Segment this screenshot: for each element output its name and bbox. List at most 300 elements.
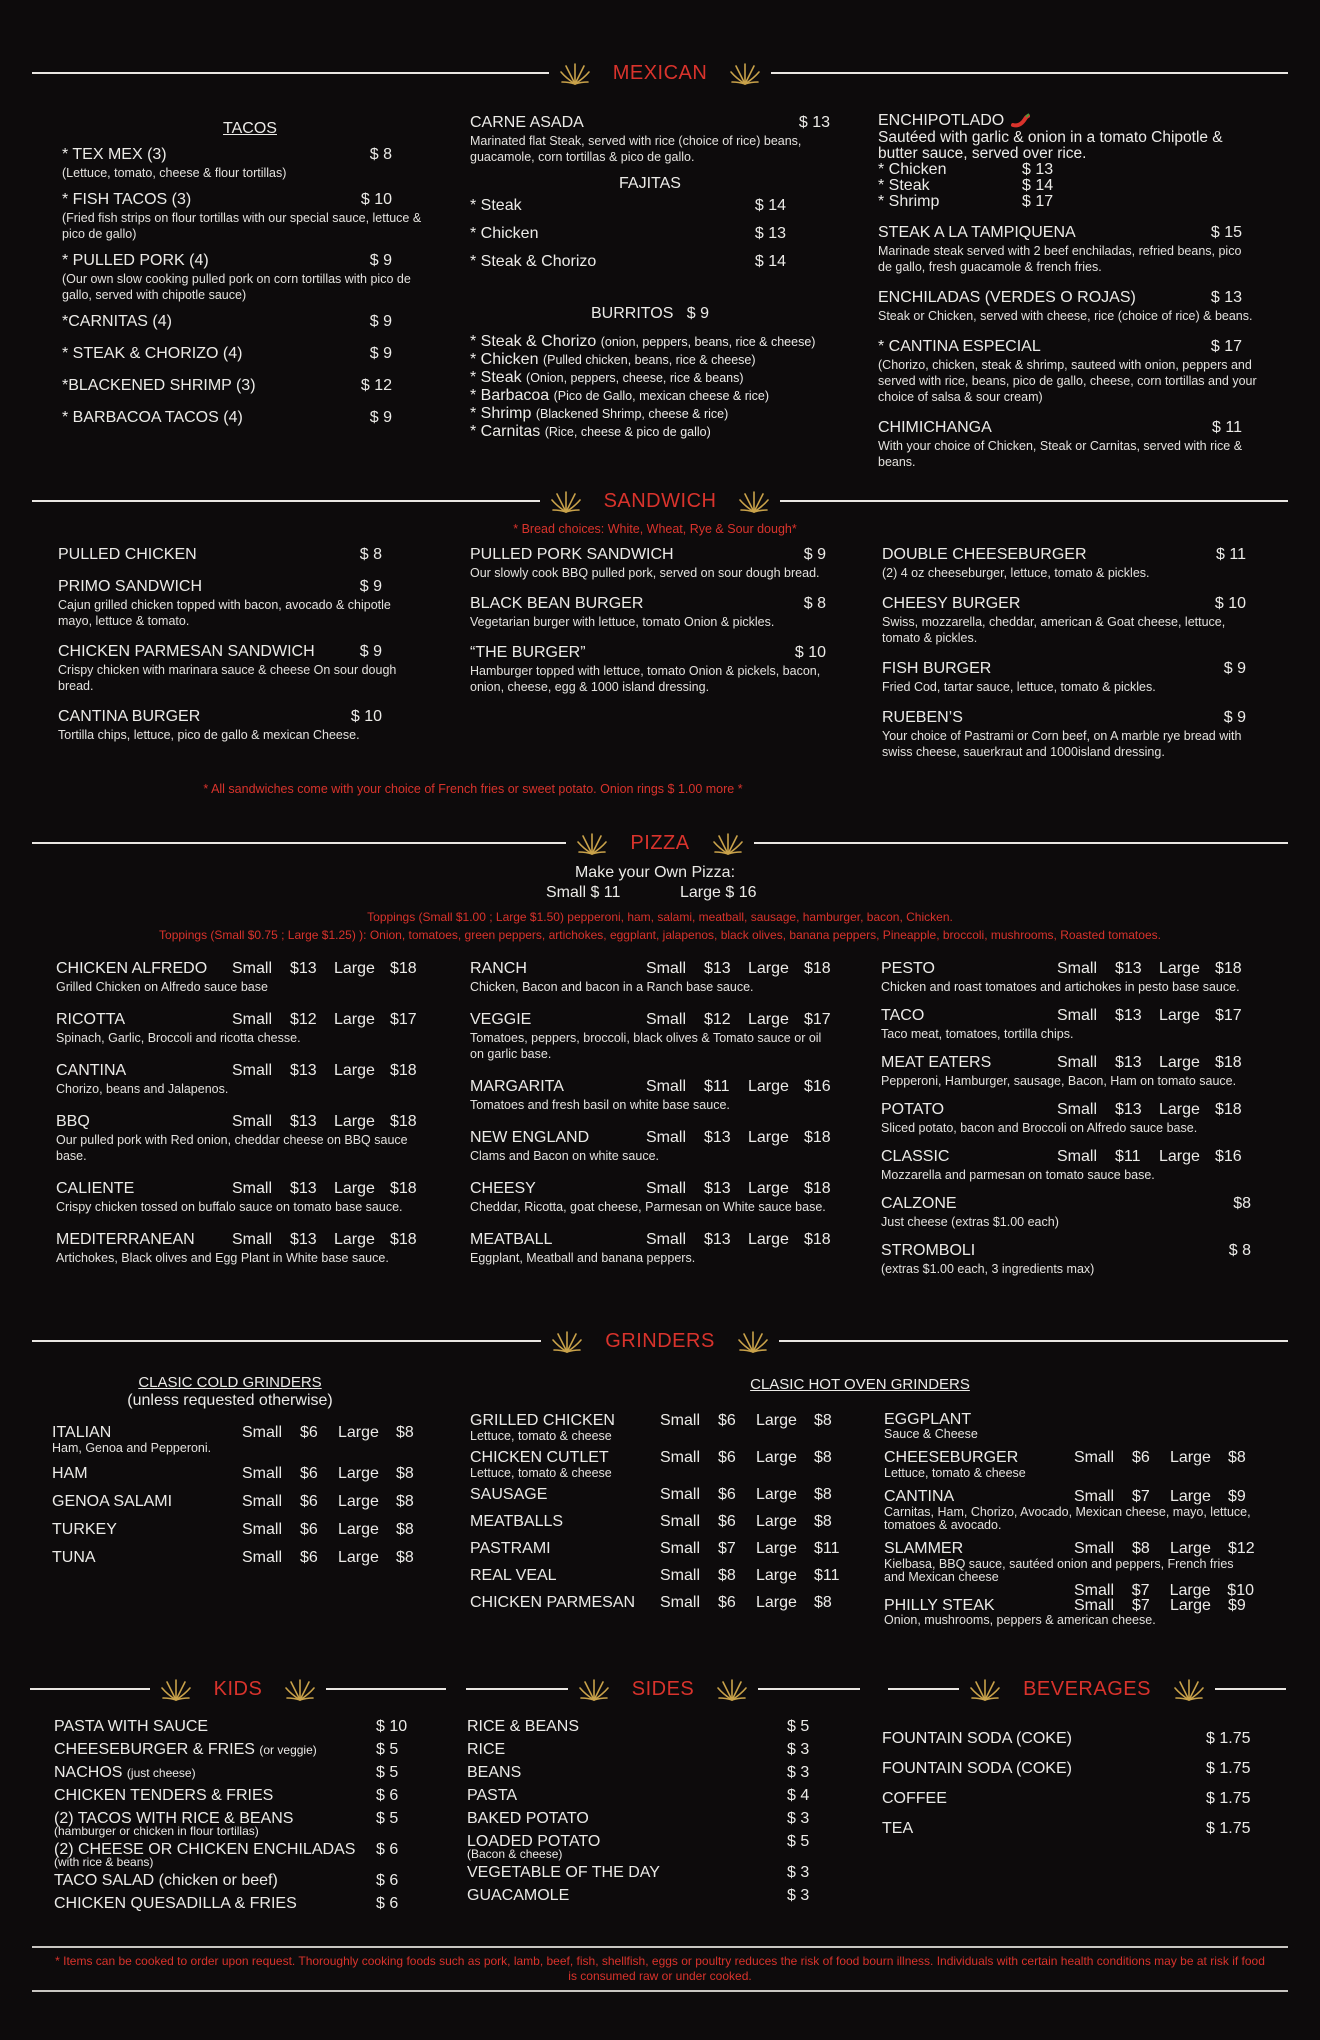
small-label: Small	[242, 1521, 283, 1538]
item-name: DOUBLE CHEESEBURGER	[882, 546, 1087, 563]
grinder-item	[884, 1540, 1256, 1584]
item-name: PASTRAMI	[470, 1540, 551, 1557]
agave-icon	[551, 1328, 583, 1354]
small-price: $7	[1132, 1488, 1150, 1505]
small-label: Small	[1074, 1582, 1115, 1599]
divider	[326, 1688, 446, 1690]
item-desc: Sautéed with garlic & onion in a tomato Chipotle & butter sauce, served over rice.	[878, 129, 1223, 162]
item-note: (Pico de Gallo, mexican cheese & rice)	[553, 389, 769, 403]
large-price: $8	[396, 1493, 414, 1510]
item-price: $ 13	[798, 114, 830, 131]
item-price: $ 8	[369, 146, 392, 163]
kids-item	[54, 1764, 416, 1782]
fajitas-title: FAJITAS	[619, 175, 681, 192]
footer-divider-bottom	[32, 1990, 1288, 1992]
pizza-item	[881, 960, 1251, 995]
option-price: $ 17	[1022, 193, 1054, 210]
side-item	[467, 1764, 819, 1782]
item-price: $ 6	[376, 1895, 399, 1912]
toppings-note-2: Toppings (Small $0.75 ; Large $1.25) ): Onion, tomatoes, green peppers, artichokes, eggplant, jalapenos, black olives, banana peppers, Pineapple, broccoli, mushrooms, Roasted tomatoes.	[159, 928, 1161, 942]
item-name: RUEBEN’S	[882, 709, 963, 726]
item-name: * CANTINA ESPECIAL	[878, 338, 1041, 355]
large-price: $16	[1215, 1148, 1242, 1165]
item-name: ENCHILADAS (VERDES O ROJAS)	[878, 289, 1136, 306]
item-name: RANCH	[470, 960, 527, 977]
item-desc: Steak or Chicken, served with cheese, rice (choice of rice) & beans.	[878, 309, 1253, 323]
large-label: Large	[756, 1540, 797, 1557]
item-desc: Taco meat, tomatoes, tortilla chips.	[881, 1027, 1074, 1041]
pizza-item	[881, 1148, 1251, 1183]
pizza-item	[470, 1180, 836, 1215]
sandwich-item	[470, 546, 834, 581]
mexican-header	[32, 56, 1288, 90]
pizza-item	[470, 1129, 836, 1164]
divider	[771, 72, 1288, 74]
item-price: $ 8	[803, 595, 826, 612]
cold-grinders-list	[52, 1424, 422, 1577]
item-name: TACO SALAD (chicken or beef)	[54, 1872, 278, 1889]
option-price: $ 14	[1022, 177, 1054, 194]
large-price: $8	[814, 1486, 832, 1503]
large-label: Large	[334, 1011, 375, 1028]
small-price: $13	[290, 1231, 317, 1248]
small-label: Small	[232, 1231, 273, 1248]
pizza-item	[56, 1231, 436, 1266]
small-label: Small	[660, 1567, 701, 1584]
small-label: Small	[646, 1180, 687, 1197]
item-sub: (hamburger or chicken in flour tortillas)	[54, 1824, 259, 1838]
sides-header	[466, 1672, 860, 1706]
large-price: $9	[1228, 1488, 1246, 1505]
sandwich-column-1	[58, 546, 422, 757]
kids-item	[54, 1810, 416, 1836]
side-item	[467, 1787, 819, 1805]
small-label: Small	[660, 1594, 701, 1611]
mexican-right-column	[878, 112, 1258, 484]
item-note: (Blackened Shrimp, cheese & rice)	[535, 407, 729, 421]
item-name: GRILLED CHICKEN	[470, 1412, 615, 1429]
item-name: MEAT EATERS	[881, 1054, 992, 1071]
food-safety-note: * Items can be cooked to order upon request. Thoroughly cooking foods such as pork, lamb, beef, fish, shellfish, eggs or poultry reduces the risk of food bourn illness. Individuals with certain health conditions may be at risk if food is consumed raw or under cooked.	[55, 1954, 1265, 1983]
large-label: Large	[334, 1231, 375, 1248]
item-name: * Chicken	[470, 351, 539, 368]
item-price: $ 10	[794, 644, 826, 661]
item-desc: Our pulled pork with Red onion, cheddar cheese on BBQ sauce base.	[56, 1133, 408, 1163]
calzone-item	[881, 1195, 1251, 1230]
beverages-list	[882, 1730, 1256, 1850]
item-name: * PULLED PORK (4)	[62, 252, 209, 269]
agave-icon	[712, 830, 744, 856]
mexican-item	[878, 338, 1258, 405]
divider	[754, 842, 1288, 844]
grinder-item	[470, 1567, 840, 1585]
item-name: CHICKEN ALFREDO	[56, 960, 208, 977]
item-name: BAKED POTATO	[467, 1810, 589, 1827]
beverage-item	[882, 1760, 1256, 1778]
small-price: $13	[290, 960, 317, 977]
grinder-item	[470, 1412, 840, 1443]
small-label: Small	[646, 1011, 687, 1028]
item-price: $ 5	[376, 1764, 399, 1781]
eggplant-price-row	[1074, 1584, 1254, 1598]
small-label: Small	[242, 1549, 283, 1566]
item-name: CANTINA	[884, 1488, 955, 1505]
item-desc: Carnitas, Ham, Chorizo, Avocado, Mexican cheese, mayo, lettuce, tomatoes & avocado.	[884, 1505, 1251, 1532]
beverage-item	[882, 1790, 1256, 1808]
carne-asada-item	[470, 114, 830, 165]
item-name: PULLED PORK SANDWICH	[470, 546, 674, 563]
small-price: $6	[718, 1449, 736, 1466]
item-name: CHEESY BURGER	[882, 595, 1021, 612]
small-label: Small	[242, 1493, 283, 1510]
pizza-item	[470, 1231, 836, 1266]
side-item	[467, 1718, 819, 1736]
large-price: $8	[396, 1465, 414, 1482]
divider	[1215, 1688, 1286, 1690]
large-label: Large	[338, 1493, 379, 1510]
agave-icon	[284, 1676, 316, 1702]
large-price: $8	[814, 1513, 832, 1530]
item-name: CARNE ASADA	[470, 114, 584, 131]
pizza-item	[56, 1113, 436, 1164]
sides-list	[467, 1718, 819, 1910]
item-desc: Chicken, Bacon and bacon in a Ranch base sauce.	[470, 980, 754, 994]
item-name: CHICKEN CUTLET	[470, 1449, 609, 1466]
item-desc: Onion, mushrooms, peppers & american cheese.	[884, 1613, 1156, 1627]
item-price: $ 3	[787, 1741, 810, 1758]
item-name: PESTO	[881, 960, 935, 977]
item-desc: Marinade steak served with 2 beef enchiladas, refried beans, pico de gallo, fresh guacamole & french fries.	[878, 244, 1242, 274]
item-price: $ 9	[359, 643, 382, 660]
item-note: (onion, peppers, beans, rice & cheese)	[600, 335, 816, 349]
large-price: $8	[814, 1412, 832, 1429]
item-name: CHEESY	[470, 1180, 536, 1197]
large-label: Large	[748, 1011, 789, 1028]
large-label: Large	[1170, 1488, 1211, 1505]
grinder-item	[470, 1486, 840, 1504]
small-label: Small	[646, 1231, 687, 1248]
item-desc: Swiss, mozzarella, cheddar, american & Goat cheese, lettuce, tomato & pickles.	[882, 615, 1226, 645]
item-name: RICOTTA	[56, 1011, 126, 1028]
small-price: $7	[1132, 1597, 1150, 1614]
item-price: $ 12	[360, 377, 392, 394]
item-name: CHEESEBURGER & FRIES	[54, 1741, 255, 1758]
small-price: $6	[718, 1412, 736, 1429]
item-desc: Kielbasa, BBQ sauce, sautéed onion and peppers, French fries and Mexican cheese	[884, 1557, 1234, 1584]
item-name: CHICKEN PARMESAN SANDWICH	[58, 643, 315, 660]
item-name: * BARBACOA TACOS (4)	[62, 409, 243, 426]
pizza-small-price: Small $ 11	[546, 884, 621, 901]
taco-item	[62, 345, 438, 363]
pizza-item	[56, 1180, 436, 1215]
item-name: TACO	[881, 1007, 925, 1024]
item-desc: Crispy chicken with marinara sauce & cheese On sour dough bread.	[58, 663, 397, 693]
item-price: $ 5	[787, 1833, 810, 1850]
small-label: Small	[232, 960, 273, 977]
sandwich-item	[58, 578, 422, 629]
large-price: $18	[1215, 1054, 1242, 1071]
item-name: EGGPLANT	[884, 1411, 972, 1428]
item-price: $ 9	[1223, 709, 1246, 726]
burritos-list	[470, 333, 830, 441]
mexican-item	[878, 289, 1258, 324]
option-price: $ 13	[1022, 161, 1054, 178]
item-desc: Marinated flat Steak, served with rice (choice of rice) beans, guacamole, corn tortillas & pico de gallo.	[470, 134, 802, 164]
item-name: CHIMICHANGA	[878, 419, 992, 436]
pizza-item	[56, 960, 436, 995]
large-price: $17	[804, 1011, 831, 1028]
pizza-large-price: Large $ 16	[680, 884, 757, 901]
small-label: Small	[646, 1129, 687, 1146]
pizza-item	[881, 1007, 1251, 1042]
section-title: SANDWICH	[603, 489, 717, 512]
large-price: $18	[804, 960, 831, 977]
grinder-item	[884, 1598, 1254, 1627]
pizza-item	[881, 1101, 1251, 1136]
small-label: Small	[660, 1412, 701, 1429]
large-label: Large	[1169, 1582, 1211, 1599]
grinder-item	[52, 1424, 422, 1455]
divider	[888, 1688, 959, 1690]
item-name: VEGGIE	[470, 1011, 532, 1028]
item-name: GUACAMOLE	[467, 1887, 570, 1904]
item-name: CLASSIC	[881, 1148, 950, 1165]
small-price: $6	[718, 1513, 736, 1530]
item-name: CANTINA BURGER	[58, 708, 201, 725]
item-name: * Chicken	[470, 225, 539, 242]
agave-icon	[550, 488, 582, 514]
item-name: STEAK A LA TAMPIQUENA	[878, 224, 1076, 241]
item-name: MEATBALLS	[470, 1513, 564, 1530]
item-price: $ 6	[376, 1841, 399, 1858]
side-item	[467, 1864, 819, 1882]
large-label: Large	[1159, 1101, 1200, 1118]
small-label: Small	[1074, 1540, 1115, 1557]
hot-grinders-title: CLASIC HOT OVEN GRINDERS	[750, 1376, 970, 1393]
item-name: * Barbacoa	[470, 387, 550, 404]
hot-grinders-list-2	[884, 1412, 1254, 1627]
large-price: $16	[804, 1078, 831, 1095]
agave-icon	[729, 60, 761, 86]
small-label: Small	[1057, 1054, 1098, 1071]
small-label: Small	[1057, 1148, 1098, 1165]
item-name: CALZONE	[881, 1195, 957, 1212]
enchipotlado-options	[878, 162, 1258, 210]
item-name: GENOA SALAMI	[52, 1493, 173, 1510]
item-name: BLACK BEAN BURGER	[470, 595, 644, 612]
sandwich-item	[470, 644, 834, 695]
hot-grinders-list-1	[470, 1412, 840, 1621]
side-item	[467, 1810, 819, 1828]
small-label: Small	[232, 1180, 273, 1197]
kids-item	[54, 1872, 416, 1890]
agave-icon	[160, 1676, 192, 1702]
item-price: $ 15	[1210, 224, 1242, 241]
item-price: $ 5	[376, 1810, 399, 1827]
burrito-item	[470, 423, 830, 441]
large-label: Large	[748, 960, 789, 977]
toppings-note-1: Toppings (Small $1.00 ; Large $1.50) pepperoni, ham, salami, meatball, sausage, hamburger, bacon, Chicken.	[367, 910, 953, 924]
fajita-item	[470, 197, 786, 215]
large-label: Large	[338, 1424, 379, 1441]
large-price: $18	[1215, 960, 1242, 977]
item-name-wrap	[54, 1788, 273, 1804]
large-price: $10	[1227, 1582, 1254, 1599]
item-name: * Steak & Chorizo	[470, 333, 597, 350]
small-label: Small	[232, 1011, 273, 1028]
item-price: $ 4	[787, 1787, 810, 1804]
taco-item	[62, 313, 438, 331]
burrito-item	[470, 351, 830, 369]
option-name: * Steak	[878, 177, 930, 194]
mexican-center-column	[470, 114, 830, 441]
grinder-item	[470, 1449, 840, 1480]
large-price: $8	[814, 1594, 832, 1611]
item-name-wrap	[54, 1719, 208, 1735]
large-price: $17	[1215, 1007, 1242, 1024]
item-name: CHICKEN PARMESAN	[470, 1594, 636, 1611]
item-desc: Eggplant, Meatball and banana peppers.	[470, 1251, 696, 1265]
side-item	[467, 1833, 819, 1859]
kids-item	[54, 1718, 416, 1736]
item-desc: Your choice of Pastrami or Corn beef, on A marble rye bread with swiss cheese, sauerkraut and 1000island dressing.	[882, 729, 1242, 759]
large-price: $18	[390, 1231, 417, 1248]
item-name: * FISH TACOS (3)	[62, 191, 192, 208]
small-label: Small	[1074, 1449, 1115, 1466]
pizza-column-2	[470, 960, 836, 1282]
enchipotlado-option	[878, 162, 1258, 178]
small-label: Small	[660, 1486, 701, 1503]
item-name: MEDITERRANEAN	[56, 1231, 195, 1248]
item-name: (2) TACOS WITH RICE & BEANS	[54, 1810, 294, 1827]
divider	[758, 1688, 860, 1690]
grinder-item	[52, 1493, 422, 1511]
large-price: $18	[1215, 1101, 1242, 1118]
item-price: $ 1.75	[1206, 1790, 1251, 1807]
item-price: $ 11	[1216, 546, 1246, 563]
small-label: Small	[646, 1078, 687, 1095]
large-label: Large	[334, 1113, 375, 1130]
small-price: $13	[704, 960, 731, 977]
item-name: PULLED CHICKEN	[58, 546, 197, 563]
item-name: TEA	[882, 1820, 914, 1837]
burrito-item	[470, 387, 830, 405]
item-desc: Vegetarian burger with lettuce, tomato Onion & pickles.	[470, 615, 775, 629]
burrito-item	[470, 333, 830, 351]
small-price: $11	[1115, 1148, 1141, 1165]
item-name: CANTINA	[56, 1062, 127, 1079]
large-label: Large	[1159, 1054, 1200, 1071]
small-price: $12	[704, 1011, 731, 1028]
item-desc: Tomatoes and fresh basil on white base sauce.	[470, 1098, 730, 1112]
small-price: $13	[704, 1129, 731, 1146]
item-name: (2) CHEESE OR CHICKEN ENCHILADAS	[54, 1841, 356, 1858]
large-price: $8	[814, 1449, 832, 1466]
cold-grinders-subtitle: (unless requested otherwise)	[127, 1392, 333, 1409]
large-label: Large	[334, 1062, 375, 1079]
item-desc: Cajun grilled chicken topped with bacon, avocado & chipotle mayo, lettuce & tomato.	[58, 598, 391, 628]
item-desc: Hamburger topped with lettuce, tomato Onion & pickels, bacon, onion, cheese, egg & 1000 island dressing.	[470, 664, 821, 694]
item-desc: Fried Cod, tartar sauce, lettuce, tomato & pickles.	[882, 680, 1156, 694]
large-label: Large	[748, 1231, 789, 1248]
item-price: $8	[1233, 1195, 1251, 1212]
large-label: Large	[748, 1078, 789, 1095]
item-name: NEW ENGLAND	[470, 1129, 590, 1146]
pizza-column-1	[56, 960, 436, 1282]
item-name: * Steak	[470, 197, 522, 214]
pizza-item	[881, 1054, 1251, 1089]
small-label: Small	[1074, 1597, 1115, 1614]
fajita-item	[470, 225, 786, 243]
kids-list	[54, 1718, 416, 1918]
large-label: Large	[338, 1549, 379, 1566]
item-name: MEATBALL	[470, 1231, 553, 1248]
large-label: Large	[756, 1449, 797, 1466]
taco-item	[62, 146, 438, 181]
kids-item	[54, 1841, 416, 1867]
large-price: $18	[804, 1180, 831, 1197]
grinder-item	[470, 1540, 840, 1558]
burritos-title-row	[470, 305, 830, 323]
item-desc: Spinach, Garlic, Broccoli and ricotta chesse.	[56, 1031, 301, 1045]
item-sub: (Bacon & cheese)	[467, 1847, 563, 1861]
item-name: VEGETABLE OF THE DAY	[467, 1864, 660, 1881]
agave-icon	[578, 1676, 610, 1702]
pizza-header	[32, 826, 1288, 860]
item-name: *CARNITAS (4)	[62, 313, 172, 330]
item-price: $ 10	[1214, 595, 1246, 612]
grinder-item	[470, 1513, 840, 1531]
item-name: PASTA WITH SAUCE	[54, 1718, 209, 1735]
large-price: $8	[396, 1549, 414, 1566]
item-note: (just cheese)	[126, 1766, 196, 1780]
item-desc: (Our own slow cooking pulled pork on corn tortillas with pico de gallo, served with chipotle sauce)	[62, 272, 411, 302]
small-label: Small	[232, 1062, 273, 1079]
taco-item	[62, 409, 438, 427]
divider	[32, 1340, 541, 1342]
item-name: CHICKEN QUESADILLA & FRIES	[54, 1895, 297, 1912]
item-desc: Ham, Genoa and Pepperoni.	[52, 1441, 212, 1455]
small-price: $6	[300, 1424, 318, 1441]
agave-icon	[716, 1676, 748, 1702]
small-label: Small	[660, 1449, 701, 1466]
sandwich-item	[58, 643, 422, 694]
item-name: FISH BURGER	[882, 660, 992, 677]
item-name: SLAMMER	[884, 1540, 964, 1557]
item-name-wrap	[54, 1742, 317, 1758]
burritos-price: $ 9	[686, 305, 709, 322]
item-name: LOADED POTATO	[467, 1833, 601, 1850]
item-price: $ 13	[754, 225, 786, 242]
beverages-header	[888, 1672, 1286, 1706]
enchipotlado-option	[878, 194, 1258, 210]
item-name: SAUSAGE	[470, 1486, 548, 1503]
small-label: Small	[1074, 1488, 1115, 1505]
agave-icon	[559, 60, 591, 86]
tacos-list	[62, 146, 438, 427]
item-name: POTATO	[881, 1101, 945, 1118]
item-desc: (Lettuce, tomato, cheese & flour tortillas)	[62, 166, 287, 180]
item-desc: Lettuce, tomato & cheese	[470, 1466, 612, 1480]
item-desc: Just cheese (extras $1.00 each)	[881, 1215, 1059, 1229]
large-label: Large	[756, 1412, 797, 1429]
kids-item	[54, 1895, 416, 1913]
item-name: * Steak & Chorizo	[470, 253, 597, 270]
enchipotlado-option	[878, 178, 1258, 194]
agave-icon	[1173, 1676, 1205, 1702]
item-note: (Onion, peppers, cheese, rice & beans)	[526, 371, 744, 385]
item-note: (Rice, cheese & pico de gallo)	[544, 425, 711, 439]
